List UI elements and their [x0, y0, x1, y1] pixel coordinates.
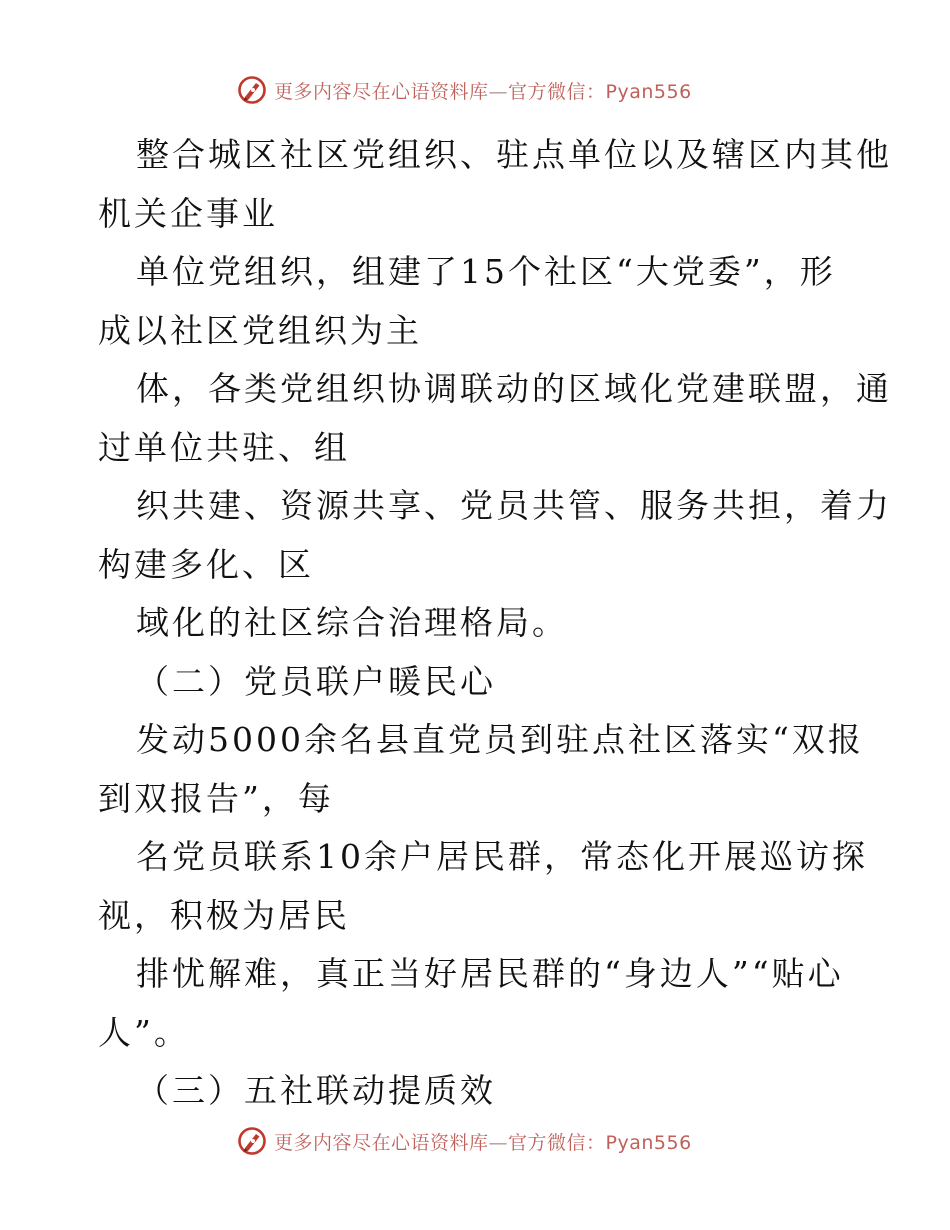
footer-watermark	[236, 1124, 692, 1158]
watermark-main-text: 更多内容尽在心语资料库	[274, 80, 489, 103]
text-line: 成以社区党组织为主	[98, 310, 422, 350]
watermark-separator: —	[488, 1131, 509, 1154]
watermark-separator: —	[488, 80, 509, 103]
text-line: 构建多化、区	[98, 544, 314, 584]
text-line: 人”。	[98, 1012, 190, 1052]
section-heading: （二）党员联户暖民心	[136, 661, 496, 701]
watermark-contact-text: 官方微信：Pyan556	[508, 1131, 692, 1154]
header-watermark	[236, 73, 692, 107]
text-line: 名党员联系10余户居民群，常态化开展巡访探	[136, 837, 868, 876]
text-line: 织共建、资源共享、党员共管、服务共担，着力	[136, 486, 892, 525]
text-line: 视，积极为居民	[98, 895, 350, 935]
watermark-contact-text: 官方微信：Pyan556	[508, 80, 692, 103]
pen-circle-logo-icon	[236, 74, 268, 106]
text-line: 整合城区社区党组织、驻点单位以及辖区内其他	[136, 135, 892, 174]
document-body	[98, 126, 892, 1121]
text-line: 到双报告”，每	[98, 778, 334, 818]
watermark-main-text: 更多内容尽在心语资料库	[274, 1131, 489, 1154]
text-line: 单位党组织，组建了15个社区“大党委”，形	[136, 252, 836, 291]
pen-circle-logo-icon	[236, 1125, 268, 1157]
text-line: 排忧解难，真正当好居民群的“身边人”“贴心	[136, 954, 844, 993]
text-line: 发动5000余名县直党员到驻点社区落实“双报	[136, 720, 864, 759]
section-heading: （三）五社联动提质效	[136, 1071, 496, 1110]
text-line: 机关企事业	[98, 193, 278, 233]
text-line: 过单位共驻、组	[98, 427, 350, 467]
text-line: 域化的社区综合治理格局。	[136, 603, 568, 642]
text-line: 体，各类党组织协调联动的区域化党建联盟，通	[136, 369, 892, 408]
